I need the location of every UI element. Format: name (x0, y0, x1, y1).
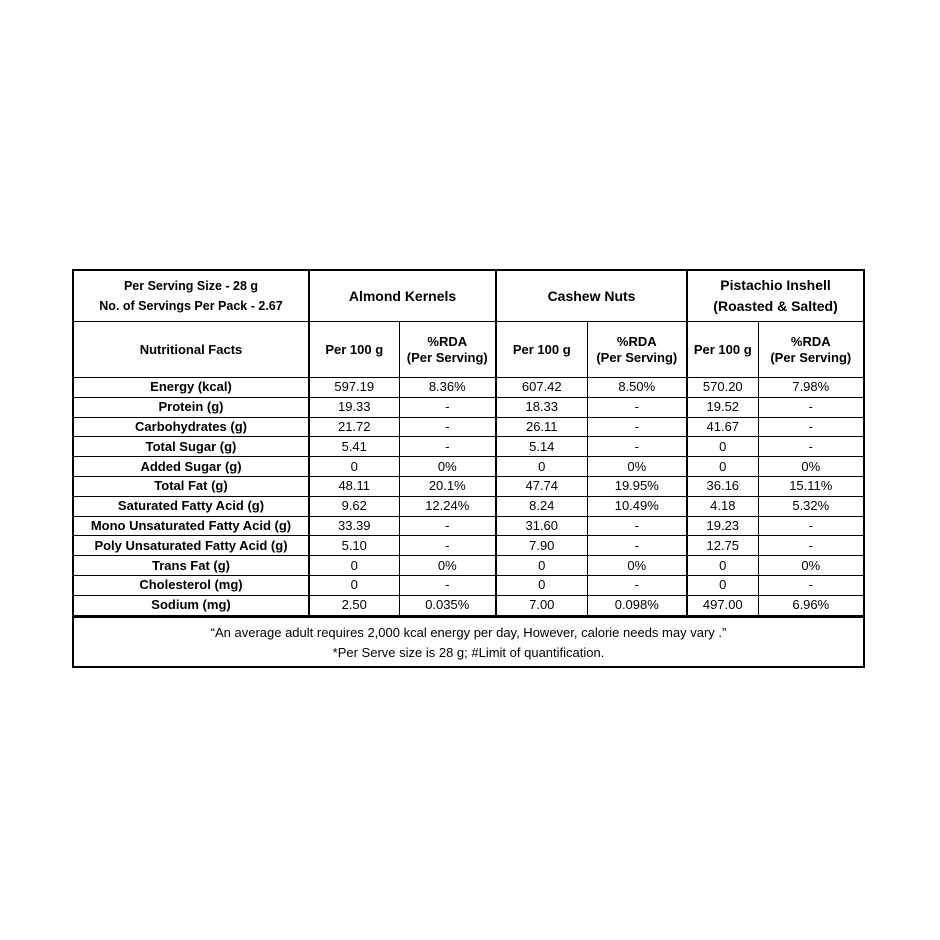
almond-per100-value: 33.39 (309, 516, 399, 536)
pistachio-per100-label: Per 100 g (687, 322, 758, 378)
pistachio-rda-value: - (758, 575, 863, 595)
cashew-rda-value: 0% (587, 556, 687, 576)
cashew-per100-value: 0 (496, 575, 587, 595)
almond-per100-value: 19.33 (309, 397, 399, 417)
nutrient-name: Added Sugar (g) (74, 457, 309, 477)
almond-per100-value: 21.72 (309, 417, 399, 437)
pistachio-per100-value: 570.20 (687, 378, 758, 398)
almond-rda-value: - (399, 575, 496, 595)
pistachio-per100-value: 12.75 (687, 536, 758, 556)
pistachio-rda-value: 0% (758, 457, 863, 477)
pistachio-rda-value: - (758, 516, 863, 536)
cashew-per100-value: 31.60 (496, 516, 587, 536)
cashew-per100-value: 18.33 (496, 397, 587, 417)
pistachio-rda-value: - (758, 437, 863, 457)
cashew-rda-value: - (587, 417, 687, 437)
cashew-rda-label (587, 322, 687, 378)
almond-rda-value: 8.36% (399, 378, 496, 398)
pistachio-per100-value: 0 (687, 437, 758, 457)
pistachio-per100-value: 41.67 (687, 417, 758, 437)
serving-info-cell (74, 271, 309, 322)
nutrient-row (74, 457, 863, 477)
nutrient-row (74, 437, 863, 457)
cashew-rda-value: 8.50% (587, 378, 687, 398)
subheader-row (74, 322, 863, 378)
almond-per100-value: 0 (309, 556, 399, 576)
serving-size-text: Per Serving Size - 28 g (123, 279, 259, 293)
nutrient-row (74, 556, 863, 576)
nutrition-panel (72, 269, 865, 668)
rda-label-line2: (Per Serving) (406, 349, 488, 365)
nutrient-name: Cholesterol (mg) (74, 575, 309, 595)
product-cashew-name: Cashew Nuts (547, 287, 636, 304)
almond-rda-value: 0% (399, 556, 496, 576)
cashew-rda-value: - (587, 575, 687, 595)
almond-rda-value: - (399, 417, 496, 437)
almond-rda-value: 20.1% (399, 476, 496, 496)
rda-label-line1: %RDA (790, 333, 831, 349)
nutrient-name: Protein (g) (74, 397, 309, 417)
almond-per100-value: 2.50 (309, 595, 399, 615)
pistachio-rda-value: 7.98% (758, 378, 863, 398)
pistachio-rda-value: 0% (758, 556, 863, 576)
nutrient-row (74, 476, 863, 496)
almond-per100-label: Per 100 g (309, 322, 399, 378)
cashew-per100-value: 0 (496, 457, 587, 477)
almond-per100-value: 0 (309, 457, 399, 477)
nutrient-name: Total Sugar (g) (74, 437, 309, 457)
nutrient-name: Saturated Fatty Acid (g) (74, 496, 309, 516)
almond-rda-value: 0% (399, 457, 496, 477)
pistachio-per100-value: 497.00 (687, 595, 758, 615)
cashew-per100-value: 7.90 (496, 536, 587, 556)
product-cashew-header (496, 271, 687, 322)
almond-rda-value: - (399, 397, 496, 417)
pistachio-per100-value: 0 (687, 575, 758, 595)
almond-per100-value: 597.19 (309, 378, 399, 398)
almond-rda-value: 12.24% (399, 496, 496, 516)
almond-per100-value: 5.10 (309, 536, 399, 556)
cashew-per100-value: 26.11 (496, 417, 587, 437)
servings-per-pack-text: No. of Servings Per Pack - 2.67 (99, 299, 283, 313)
cashew-per100-value: 8.24 (496, 496, 587, 516)
nutrient-name: Sodium (mg) (74, 595, 309, 615)
cashew-rda-value: 19.95% (587, 476, 687, 496)
almond-rda-value: 0.035% (399, 595, 496, 615)
cashew-per100-label: Per 100 g (496, 322, 587, 378)
pistachio-rda-value: - (758, 417, 863, 437)
cashew-per100-value: 0 (496, 556, 587, 576)
almond-per100-value: 9.62 (309, 496, 399, 516)
almond-rda-value: - (399, 516, 496, 536)
almond-rda-value: - (399, 536, 496, 556)
rda-label-line1: %RDA (616, 333, 657, 349)
nutrient-row (74, 397, 863, 417)
rda-label-line1: %RDA (427, 333, 468, 349)
cashew-per100-value: 607.42 (496, 378, 587, 398)
product-pistachio-variant: (Roasted & Salted) (713, 298, 838, 314)
pistachio-rda-value: - (758, 536, 863, 556)
nutrient-name: Mono Unsaturated Fatty Acid (g) (74, 516, 309, 536)
almond-per100-value: 0 (309, 575, 399, 595)
cashew-rda-value: - (587, 437, 687, 457)
product-almond-header (309, 271, 496, 322)
nutrient-name: Carbohydrates (g) (74, 417, 309, 437)
almond-per100-value: 48.11 (309, 476, 399, 496)
footnote-serve-size-note: *Per Serve size is 28 g; #Limit of quantification. (332, 645, 605, 660)
nutrient-name: Energy (kcal) (74, 378, 309, 398)
nutrient-name: Total Fat (g) (74, 476, 309, 496)
cashew-per100-value: 47.74 (496, 476, 587, 496)
pistachio-rda-value: 15.11% (758, 476, 863, 496)
cashew-rda-value: 0% (587, 457, 687, 477)
product-almond-name: Almond Kernels (348, 287, 457, 304)
nutrient-row (74, 536, 863, 556)
product-pistachio-header (687, 271, 863, 322)
cashew-per100-value: 7.00 (496, 595, 587, 615)
pistachio-rda-value: - (758, 397, 863, 417)
nutrient-row (74, 417, 863, 437)
header-row (74, 271, 863, 322)
pistachio-rda-label (758, 322, 863, 378)
pistachio-rda-value: 6.96% (758, 595, 863, 615)
pistachio-per100-value: 19.52 (687, 397, 758, 417)
cashew-rda-value: - (587, 397, 687, 417)
footnote-calorie-note: “An average adult requires 2,000 kcal energy per day, However, calorie needs may vary .” (210, 625, 727, 640)
cashew-per100-value: 5.14 (496, 437, 587, 457)
nutrition-table (74, 271, 863, 616)
nutrient-row (74, 595, 863, 615)
rda-label-line2: (Per Serving) (770, 349, 852, 365)
pistachio-per100-value: 19.23 (687, 516, 758, 536)
almond-per100-value: 5.41 (309, 437, 399, 457)
nutrient-name: Poly Unsaturated Fatty Acid (g) (74, 536, 309, 556)
product-pistachio-name: Pistachio Inshell (720, 277, 831, 293)
pistachio-rda-value: 5.32% (758, 496, 863, 516)
nutrient-row (74, 378, 863, 398)
pistachio-per100-value: 4.18 (687, 496, 758, 516)
nutrient-row (74, 516, 863, 536)
rda-label-line2: (Per Serving) (596, 349, 678, 365)
almond-rda-label (399, 322, 496, 378)
pistachio-per100-value: 36.16 (687, 476, 758, 496)
pistachio-per100-value: 0 (687, 457, 758, 477)
nutrient-row (74, 496, 863, 516)
cashew-rda-value: 10.49% (587, 496, 687, 516)
footnote (74, 616, 863, 666)
pistachio-per100-value: 0 (687, 556, 758, 576)
cashew-rda-value: 0.098% (587, 595, 687, 615)
nutrient-name: Trans Fat (g) (74, 556, 309, 576)
nutritional-facts-label: Nutritional Facts (74, 322, 309, 378)
cashew-rda-value: - (587, 516, 687, 536)
nutrient-row (74, 575, 863, 595)
almond-rda-value: - (399, 437, 496, 457)
cashew-rda-value: - (587, 536, 687, 556)
